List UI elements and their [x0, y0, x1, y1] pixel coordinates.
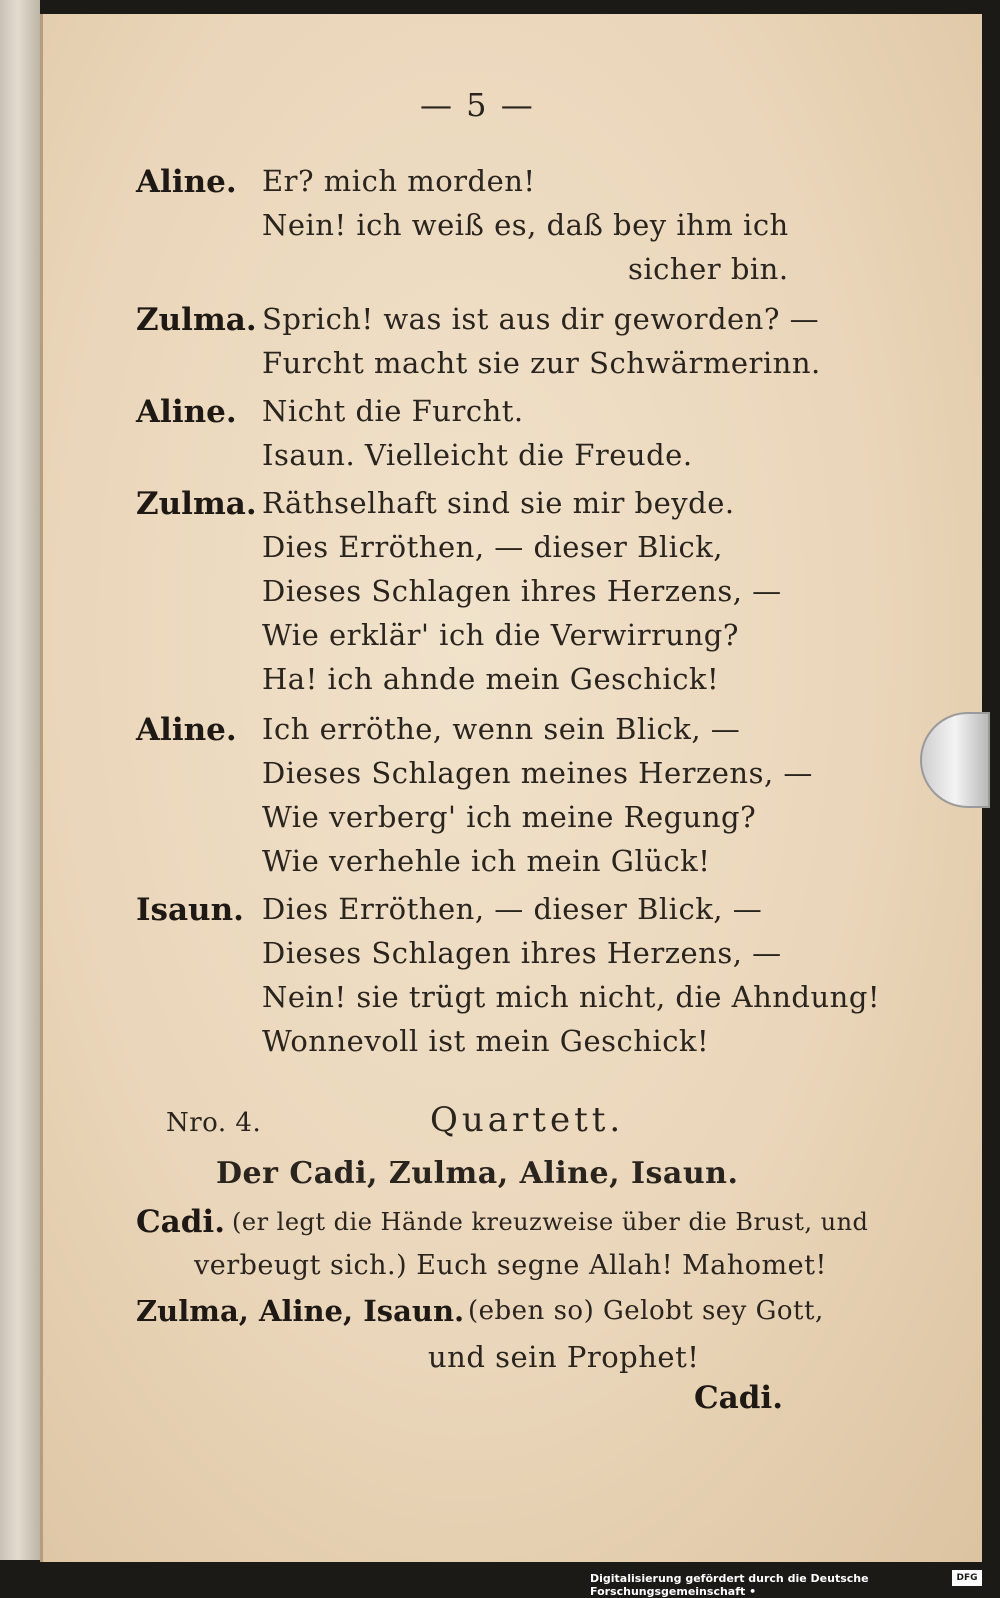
- verse-line: Wie verhehle ich mein Glück!: [262, 844, 711, 878]
- verse-line: sicher bin.: [628, 252, 789, 286]
- verse-line: und sein Prophet!: [428, 1340, 700, 1374]
- verse-line: Wie erklär' ich die Verwirrung?: [262, 618, 739, 652]
- verse-line: Sprich! was ist aus dir geworden? —: [262, 302, 820, 336]
- verse-line: Wonnevoll ist mein Geschick!: [262, 1024, 710, 1058]
- verse-line: Dies Erröthen, — dieser Blick, —: [262, 892, 763, 926]
- section-number: Nro. 4.: [166, 1108, 262, 1138]
- digitization-credit: Digitalisierung gefördert durch die Deutsche Forschungsgemeinschaft •: [590, 1572, 869, 1598]
- verse-line: (eben so) Gelobt sey Gott,: [468, 1296, 824, 1326]
- catchword: Cadi.: [694, 1380, 784, 1416]
- speaker-label: Aline.: [136, 164, 237, 200]
- verse-line: Furcht macht sie zur Schwärmerinn.: [262, 346, 821, 380]
- verse-line: Dieses Schlagen ihres Herzens, —: [262, 574, 782, 608]
- speaker-label: Zulma, Aline, Isaun.: [136, 1294, 465, 1328]
- speaker-label: Zulma.: [136, 302, 257, 338]
- verse-line: Nein! sie trügt mich nicht, die Ahndung!: [262, 980, 881, 1014]
- verse-line: Ich erröthe, wenn sein Blick, —: [262, 712, 741, 746]
- verse-line: Isaun. Vielleicht die Freude.: [262, 438, 693, 472]
- verse-line: verbeugt sich.) Euch segne Allah! Mahomet!: [194, 1250, 827, 1281]
- verse-line: Ha! ich ahnde mein Geschick!: [262, 662, 720, 696]
- speaker-label: Aline.: [136, 712, 237, 748]
- speaker-label: Aline.: [136, 394, 237, 430]
- verse-line: Er? mich morden!: [262, 164, 536, 198]
- speaker-label: Zulma.: [136, 486, 257, 522]
- speaker-label: Isaun.: [136, 892, 244, 928]
- cast-list: Der Cadi, Zulma, Aline, Isaun.: [216, 1156, 739, 1191]
- verse-line: Nein! ich weiß es, daß bey ihm ich: [262, 208, 789, 242]
- dfg-logo: DFG: [952, 1570, 982, 1586]
- page-number: — 5 —: [420, 86, 535, 124]
- verse-line: Dieses Schlagen ihres Herzens, —: [262, 936, 782, 970]
- verse-line: Wie verberg' ich meine Regung?: [262, 800, 757, 834]
- verse-line: Nicht die Furcht.: [262, 394, 524, 428]
- book-left-edge: [0, 0, 40, 1560]
- speaker-label: Cadi.: [136, 1204, 226, 1240]
- verse-line: Dieses Schlagen meines Herzens, —: [262, 756, 813, 790]
- verse-line: Dies Erröthen, — dieser Blick,: [262, 530, 723, 564]
- stage-direction: (er legt die Hände kreuzweise über die Brust, und: [232, 1208, 869, 1236]
- section-title: Quartett.: [430, 1100, 625, 1140]
- verse-line: Räthselhaft sind sie mir beyde.: [262, 486, 735, 520]
